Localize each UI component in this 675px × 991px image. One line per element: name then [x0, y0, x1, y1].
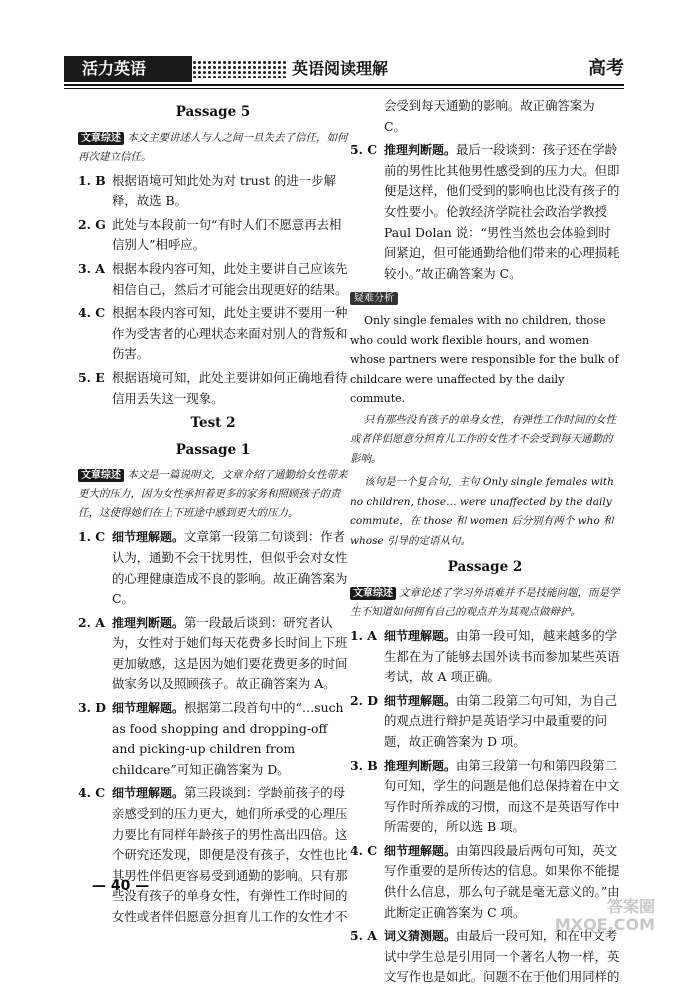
page-header: [64, 56, 624, 82]
header-rule: [64, 84, 624, 86]
answer-item: 5. A 词义猜测题。由最后一段可知，和在中文考试中学生总是引用同一个著名人物一样，英文写作也是如此。问题不在于他们用同样的: [350, 928, 620, 985]
dot-pattern-decoration: [192, 60, 288, 78]
test2-title: Test 2: [190, 415, 236, 432]
summary-tag: 文章综述: [78, 469, 124, 482]
answer-item: 3. A 根据本段内容可知，此处主要讲自己应该先相信自己，然后才可能会出现更好的结果。: [78, 260, 348, 297]
brand-label: 活力英语: [64, 56, 192, 82]
english-sentence: Only single females with no children, those who could work flexible hours, and women whose partners were responsible for the bulk of childcare were unaffected by the daily commute.: [350, 314, 619, 406]
difficulty-analysis-tag: 疑难分析: [350, 292, 398, 305]
passage5-intro: 文章综述 本文主要讲述人与人之间一旦失去了信任，如何再次建立信任。: [78, 131, 348, 163]
watermark: 答案圈 MXQE.COM: [554, 897, 655, 934]
right-column: [350, 96, 620, 991]
summary-tag: 文章综述: [78, 132, 124, 145]
answer-item: 2. G 此处与本段前一句“有时人们不愿意再去相信别人”相呼应。: [78, 216, 342, 253]
passage1-title: Passage 1: [175, 441, 251, 458]
answer-continuation: 会受到每天通勤的影响。故正确答案为 C。: [384, 98, 595, 134]
sentence-translation: 只有那些没有孩子的单身女性，有弹性工作时间的女性或者伴侣愿意分担育儿工作的女性才不会受到每天通勤的影响。: [350, 413, 616, 465]
answer-item: 3. B 推理判断题。由第三段第一句和第四段第二句可知，学生的问题是他们总保持着在中文写作时所养成的习惯，而这不是英语写作中所需要的，所以选 B 项。: [350, 757, 620, 835]
section-title: 英语阅读理解: [292, 59, 389, 78]
answer-item: 2. A 推理判断题。第一段最后谈到：研究者认为，女性对于她们每天花费多长时间上下班更加敏感，这是因为她们要花费更多的时间做家务以及照顾孩子。故正确答案为 A。: [78, 614, 348, 692]
answer-item: 1. C 细节理解题。文章第一段第二句谈到：作者认为，通勤不会干扰男性，但似乎会对女性的心理健康造成不良的影响。故正确答案为 C。: [78, 529, 348, 607]
page-number: — 40 —: [92, 878, 150, 894]
passage2-title: Passage 2: [447, 559, 523, 576]
grammar-analysis: 该句是一个复合句，主句 Only single females with no children, those… were unaffected by the daily commute，在 those 和 women 后分别有两个 who 和 whose 引导的定语从句。: [350, 476, 614, 547]
summary-tag: 文章综述: [350, 587, 396, 600]
header-rule-thin: [64, 88, 624, 89]
level-label: 高考: [588, 58, 624, 79]
answer-item: 1. B 根据语境可知此处为对 trust 的进一步解释，故选 B。: [78, 172, 336, 209]
answer-item: 2. D 细节理解题。由第二段第二句可知，为自己的观点进行辩护是英语学习中最重要的问题，故正确答案为 D 项。: [350, 692, 618, 749]
answer-item: 4. C 细节理解题。第三段谈到：学龄前孩子的母亲感受到的压力更大，她们所承受的心理压力要比有同样年龄孩子的男性高出四倍。这个研究还发现，即便是没有孩子，女性也比其男性伴侣更容易受到通勤的影响。只有那些没有孩子的单身女性，有弹性工作时间的女性或者伴侣愿意分担育儿工作的女性才不: [78, 785, 348, 924]
left-column: [78, 96, 348, 931]
passage1-intro: 文章综述 本文是一篇说明文，文章介绍了通勤给女性带来更大的压力，因为女性承担着更多的家务和照顾孩子的责任，这使得她们在上下班途中感到更大的压力。: [78, 469, 348, 520]
answer-item: 3. D 细节理解题。根据第二段首句中的“…such as food shopping and dropping-off and picking-up children from childcare”可知正确答案为 D。: [78, 700, 344, 777]
answer-item: 4. C 细节理解题。由第四段最后两句可知，英文写作重要的是所传达的信息。如果你不能提供什么信息，那么句子就是毫无意义的。”由此断定正确答案为 C 项。: [350, 842, 620, 920]
answer-item: 5. C 推理判断题。最后一段谈到：孩子还在学龄前的男性比其他男性感受到的压力大。但即便是这样，他们受到的影响也比没有孩子的女性要小。伦敦经济学院社会政治学教授 Paul Dolan 说：“男性当然也会体验到时间紧迫，但可能通勤给他们带来的心理损耗较小。”故正确答案为 C。: [350, 142, 620, 281]
passage5-title: Passage 5: [175, 104, 251, 120]
answer-item: 4. C 根据本段内容可知，此处主要讲不要用一种作为受害者的心理状态来面对别人的背叛和伤害。: [78, 305, 348, 362]
answer-item: 1. A 细节理解题。由第一段可知，越来越多的学生都在为了能够去国外读书而参加某些英语考试，故 A 项正确。: [350, 627, 620, 685]
answer-item: 5. E 根据语境可知，此处主要讲如何正确地看待信用丢失这一现象。: [78, 369, 348, 406]
passage2-intro: 文章综述 文章论述了学习外语难并不是技能问题，而是学生不知道如何拥有自己的观点并为其观点做辩护。: [350, 586, 620, 618]
